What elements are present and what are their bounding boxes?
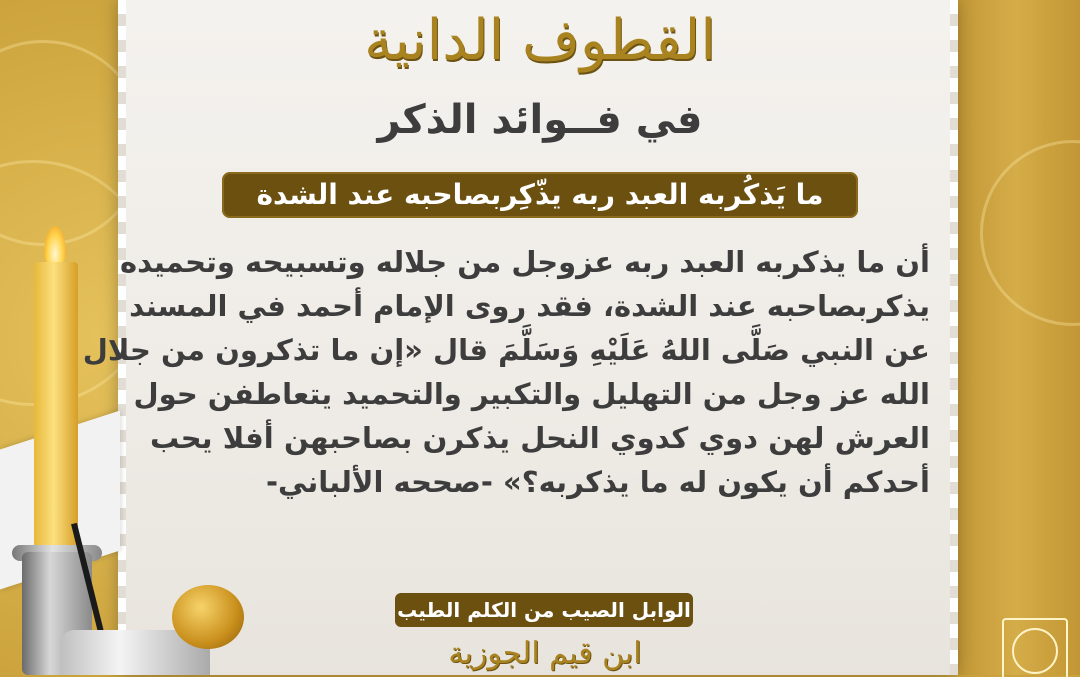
source-text: الوابل الصيب من الكلم الطيب	[397, 598, 691, 622]
body-line: العرش لهن دوي كدوي النحل يذكرن بصاحبهن أفلا يحب	[150, 421, 930, 455]
paper-torn-edge-right	[950, 0, 958, 675]
source-badge	[395, 593, 693, 627]
page-title: القطوف الدانية	[364, 8, 716, 73]
candle-icon	[34, 262, 78, 562]
body-text	[82, 240, 930, 504]
body-line: أن ما يذكربه العبد ربه عزوجل من جلاله وتسبيحه وتحميده	[119, 245, 930, 279]
page-subtitle: في فــوائد الذكر	[377, 97, 703, 143]
author-name: ابن قيم الجوزية	[448, 636, 642, 671]
body-line: أحدكم أن يكون له ما يذكربه؟» -صححه الألباني-	[265, 465, 930, 499]
body-line: الله عز وجل من التهليل والتكبير والتحميد يتعاطفن حول	[133, 377, 930, 411]
inkpot-icon	[172, 585, 244, 649]
body-line: يذكربصاحبه عند الشدة، فقد روى الإمام أحمد في المسند	[129, 289, 930, 323]
body-line: عن النبي صَلَّى اللهُ عَلَيْهِ وَسَلَّمَ قال «إن ما تذكرون من جلال	[82, 333, 930, 367]
topic-banner	[222, 172, 858, 218]
logo-seal-icon	[1012, 628, 1058, 674]
topic-banner-text: ما يَذكُربه العبد ربه يذّكِربصاحبه عند الشدة	[256, 178, 824, 211]
